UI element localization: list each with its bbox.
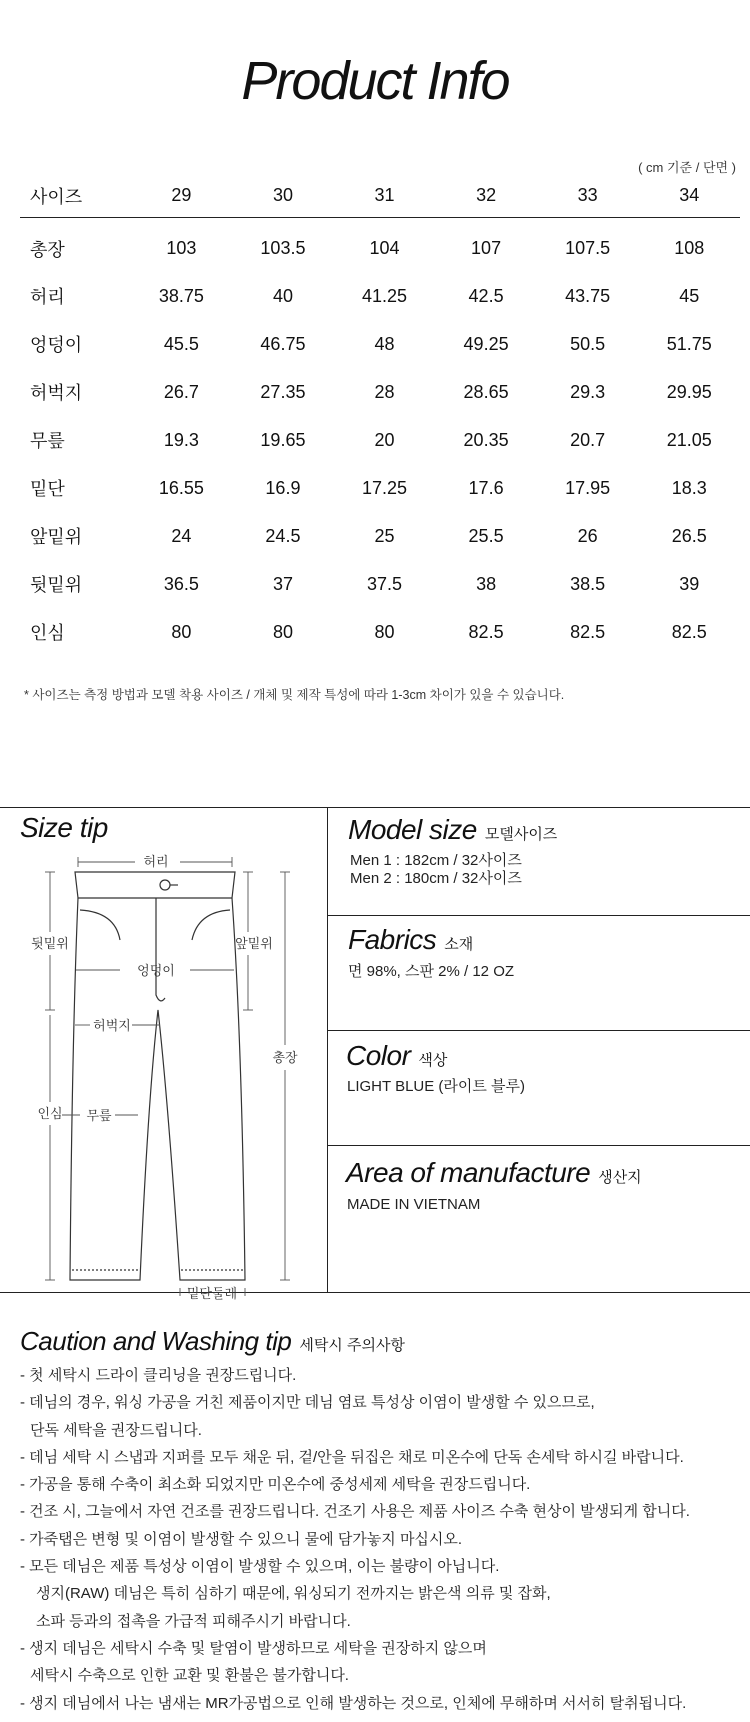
- fabrics-title: Fabrics: [348, 924, 437, 955]
- label-inseam: 인심: [37, 1106, 63, 1121]
- row-label: 허벅지: [30, 383, 83, 403]
- divider: [0, 807, 750, 808]
- size-tip-title: Size tip: [20, 812, 108, 843]
- size-cell: 25: [374, 525, 395, 546]
- size-table-row: [20, 272, 740, 320]
- fly-line: [156, 898, 165, 1001]
- size-cell: 25.5: [468, 525, 504, 546]
- manufacture-text: MADE IN VIETNAM: [347, 1196, 481, 1213]
- size-cell: 82.5: [671, 621, 707, 642]
- pants-outline: [70, 898, 245, 1280]
- caution-item: 소파 등과의 접촉을 가급적 피해주시기 바랍니다.: [36, 1612, 351, 1630]
- row-label: 앞밑위: [30, 527, 83, 547]
- caution-item: - 가죽탭은 변형 및 이염이 발생할 수 있으니 물에 담가놓지 마십시오.: [20, 1530, 463, 1548]
- size-col: 30: [232, 175, 334, 217]
- waistband-shape: [75, 872, 235, 898]
- button-shape: [160, 880, 170, 890]
- size-table: [20, 175, 740, 656]
- fabrics-text: 면 98%, 스판 2% / 12 OZ: [348, 963, 515, 980]
- size-cell: 20: [374, 429, 395, 450]
- caution-subtitle: 세탁시 주의사항: [299, 1337, 405, 1354]
- size-cell: 20.7: [570, 429, 606, 450]
- size-cell: 18.3: [671, 477, 707, 498]
- color-text: LIGHT BLUE (라이트 블루): [347, 1078, 526, 1095]
- caution-heading: [20, 1326, 405, 1357]
- size-cell: 26.7: [163, 381, 199, 402]
- size-cell: 38.75: [158, 285, 204, 306]
- divider: [327, 915, 750, 916]
- size-cell: 45.5: [163, 333, 199, 354]
- size-cell: 37.5: [366, 573, 403, 594]
- color-heading: [346, 1040, 447, 1072]
- manufacture-subtitle: 생산지: [598, 1169, 642, 1186]
- size-cell: 45: [679, 285, 700, 306]
- size-cell: 27.35: [260, 381, 306, 402]
- size-cell: 42.5: [468, 285, 504, 306]
- row-label: 엉덩이: [30, 335, 83, 355]
- fabrics-heading: [348, 924, 473, 956]
- size-cell: 16.55: [158, 477, 204, 498]
- divider: [327, 807, 328, 1292]
- row-label: 인심: [30, 623, 65, 643]
- caution-item: - 데님의 경우, 워싱 가공을 거친 제품이지만 데님 염료 특성상 이염이 발생할 수 있으므로,: [20, 1394, 595, 1412]
- caution-item: - 가공을 통해 수축이 최소화 되었지만 미온수에 중성세제 세탁을 권장드립니다.: [20, 1476, 531, 1494]
- unit-note: ( cm 기준 / 단면 ): [638, 160, 736, 175]
- size-cell: 80: [171, 621, 192, 642]
- size-table-row: [20, 608, 740, 656]
- label-knee: 무릎: [86, 1108, 112, 1123]
- size-table-row: [20, 512, 740, 560]
- row-label: 밑단: [30, 479, 65, 499]
- caution-item: 세탁시 수축으로 인한 교환 및 환불은 불가합니다.: [30, 1667, 349, 1685]
- size-table-row: [20, 416, 740, 464]
- size-cell: 17.95: [565, 477, 611, 498]
- pocket-right: [192, 910, 230, 940]
- size-cell: 26.5: [671, 525, 707, 546]
- size-header-label: 사이즈: [20, 175, 131, 217]
- size-cell: 39: [679, 573, 700, 594]
- row-label: 뒷밑위: [30, 575, 83, 595]
- caution-title: Caution and Washing tip: [20, 1326, 292, 1356]
- caution-item: - 모든 데님은 제품 특성상 이염이 발생할 수 있으며, 이는 불량이 아닙니다.: [20, 1558, 500, 1576]
- label-hip: 엉덩이: [137, 963, 175, 978]
- model-size-title: Model size: [348, 814, 477, 845]
- caution-item: - 생지 데님에서 나는 냄새는 MR가공법으로 인해 발생하는 것으로, 인체에 무해하며 서서히 탈취됩니다.: [20, 1694, 687, 1712]
- size-cell: 49.25: [463, 333, 509, 354]
- size-cell: 103.5: [260, 238, 306, 259]
- size-cell: 24: [171, 525, 192, 546]
- size-cell: 28.65: [463, 381, 509, 402]
- model-line: Men 2 : 180cm / 32사이즈: [350, 870, 522, 887]
- caution-list: [20, 1362, 745, 1717]
- label-front-rise: 앞밑위: [235, 936, 273, 951]
- size-cell: 103: [166, 238, 197, 259]
- size-cell: 29.3: [570, 381, 606, 402]
- size-cell: 82.5: [468, 621, 504, 642]
- size-cell: 36.5: [163, 573, 199, 594]
- manufacture-title: Area of manufacture: [346, 1157, 591, 1188]
- size-table-row: [20, 320, 740, 368]
- caution-item: 생지(RAW) 데님은 특히 심하기 때문에, 워싱되기 전까지는 밝은색 의류 및 잡화,: [36, 1585, 551, 1603]
- size-cell: 17.25: [361, 477, 408, 498]
- row-label: 총장: [30, 239, 65, 260]
- size-col: 29: [131, 175, 233, 217]
- size-cell: 37: [272, 573, 293, 594]
- label-total-length: 총장: [272, 1050, 298, 1065]
- pocket-left: [80, 910, 120, 940]
- pants-diagram: [20, 840, 320, 1300]
- label-hem: 밑단둘레: [186, 1286, 238, 1300]
- caution-item: - 데님 세탁 시 스냅과 지퍼를 모두 채운 뒤, 겉/안을 뒤집은 채로 미온수에 단독 손세탁 하시길 바랍니다.: [20, 1448, 684, 1466]
- model-size-subtitle: 모델사이즈: [484, 826, 558, 843]
- caution-item: 단독 세탁을 권장드립니다.: [30, 1421, 202, 1439]
- size-cell: 80: [374, 621, 395, 642]
- size-cell: 20.35: [463, 429, 509, 450]
- size-cell: 19.3: [163, 429, 199, 450]
- size-col: 34: [638, 175, 740, 217]
- size-table-row: [20, 368, 740, 416]
- size-table-row: [20, 464, 740, 512]
- size-cell: 19.65: [260, 429, 306, 450]
- size-cell: 46.75: [260, 333, 306, 354]
- page-title: Product Info: [241, 51, 509, 111]
- model-size-heading: [348, 814, 557, 846]
- label-thigh: 허벅지: [93, 1018, 131, 1033]
- divider: [327, 1145, 750, 1146]
- row-label: 허리: [30, 287, 65, 307]
- size-cell: 16.9: [265, 477, 301, 498]
- size-table-row: [20, 560, 740, 608]
- size-cell: 50.5: [570, 333, 606, 354]
- size-cell: 104: [369, 238, 400, 259]
- size-cell: 48: [374, 333, 395, 354]
- caution-item: - 첫 세탁시 드라이 클리닝을 권장드립니다.: [20, 1367, 297, 1384]
- size-cell: 26: [577, 525, 598, 546]
- size-cell: 29.95: [666, 381, 712, 402]
- size-table-header: [20, 175, 740, 217]
- size-cell: 43.75: [565, 285, 611, 306]
- size-cell: 107.5: [565, 238, 611, 259]
- manufacture-heading: [346, 1157, 642, 1189]
- fabrics-subtitle: 소재: [444, 936, 474, 953]
- model-line: Men 1 : 182cm / 32사이즈: [350, 852, 522, 869]
- size-col: 31: [334, 175, 436, 217]
- divider: [327, 1030, 750, 1031]
- size-cell: 41.25: [361, 285, 408, 306]
- size-cell: 24.5: [265, 525, 301, 546]
- model-size-info: [350, 852, 522, 888]
- size-cell: 107: [471, 238, 502, 259]
- label-waist: 허리: [143, 854, 169, 869]
- size-cell: 108: [674, 238, 705, 259]
- size-cell: 28: [374, 381, 395, 402]
- color-subtitle: 색상: [418, 1052, 448, 1069]
- size-cell: 82.5: [570, 621, 606, 642]
- color-title: Color: [346, 1040, 411, 1071]
- row-label: 무릎: [30, 431, 65, 451]
- size-table-row: [20, 217, 740, 272]
- size-cell: 38: [476, 573, 497, 594]
- size-cell: 51.75: [666, 333, 712, 354]
- size-cell: 38.5: [570, 573, 606, 594]
- size-footnote: * 사이즈는 측정 방법과 모델 착용 사이즈 / 개체 및 제작 특성에 따라 1-3cm 차이가 있을 수 있습니다.: [24, 688, 565, 702]
- size-col: 33: [537, 175, 639, 217]
- size-col: 32: [435, 175, 537, 217]
- label-back-rise: 뒷밑위: [31, 936, 69, 951]
- caution-item: - 건조 시, 그늘에서 자연 건조를 권장드립니다. 건조기 사용은 제품 사이즈 수축 현상이 발생되게 합니다.: [20, 1503, 690, 1521]
- size-cell: 40: [272, 285, 293, 306]
- size-cell: 80: [272, 621, 293, 642]
- caution-item: - 생지 데님은 세탁시 수축 및 탈염이 발생하므로 세탁을 권장하지 않으며: [20, 1639, 487, 1657]
- size-cell: 21.05: [666, 429, 712, 450]
- size-cell: 17.6: [468, 477, 504, 498]
